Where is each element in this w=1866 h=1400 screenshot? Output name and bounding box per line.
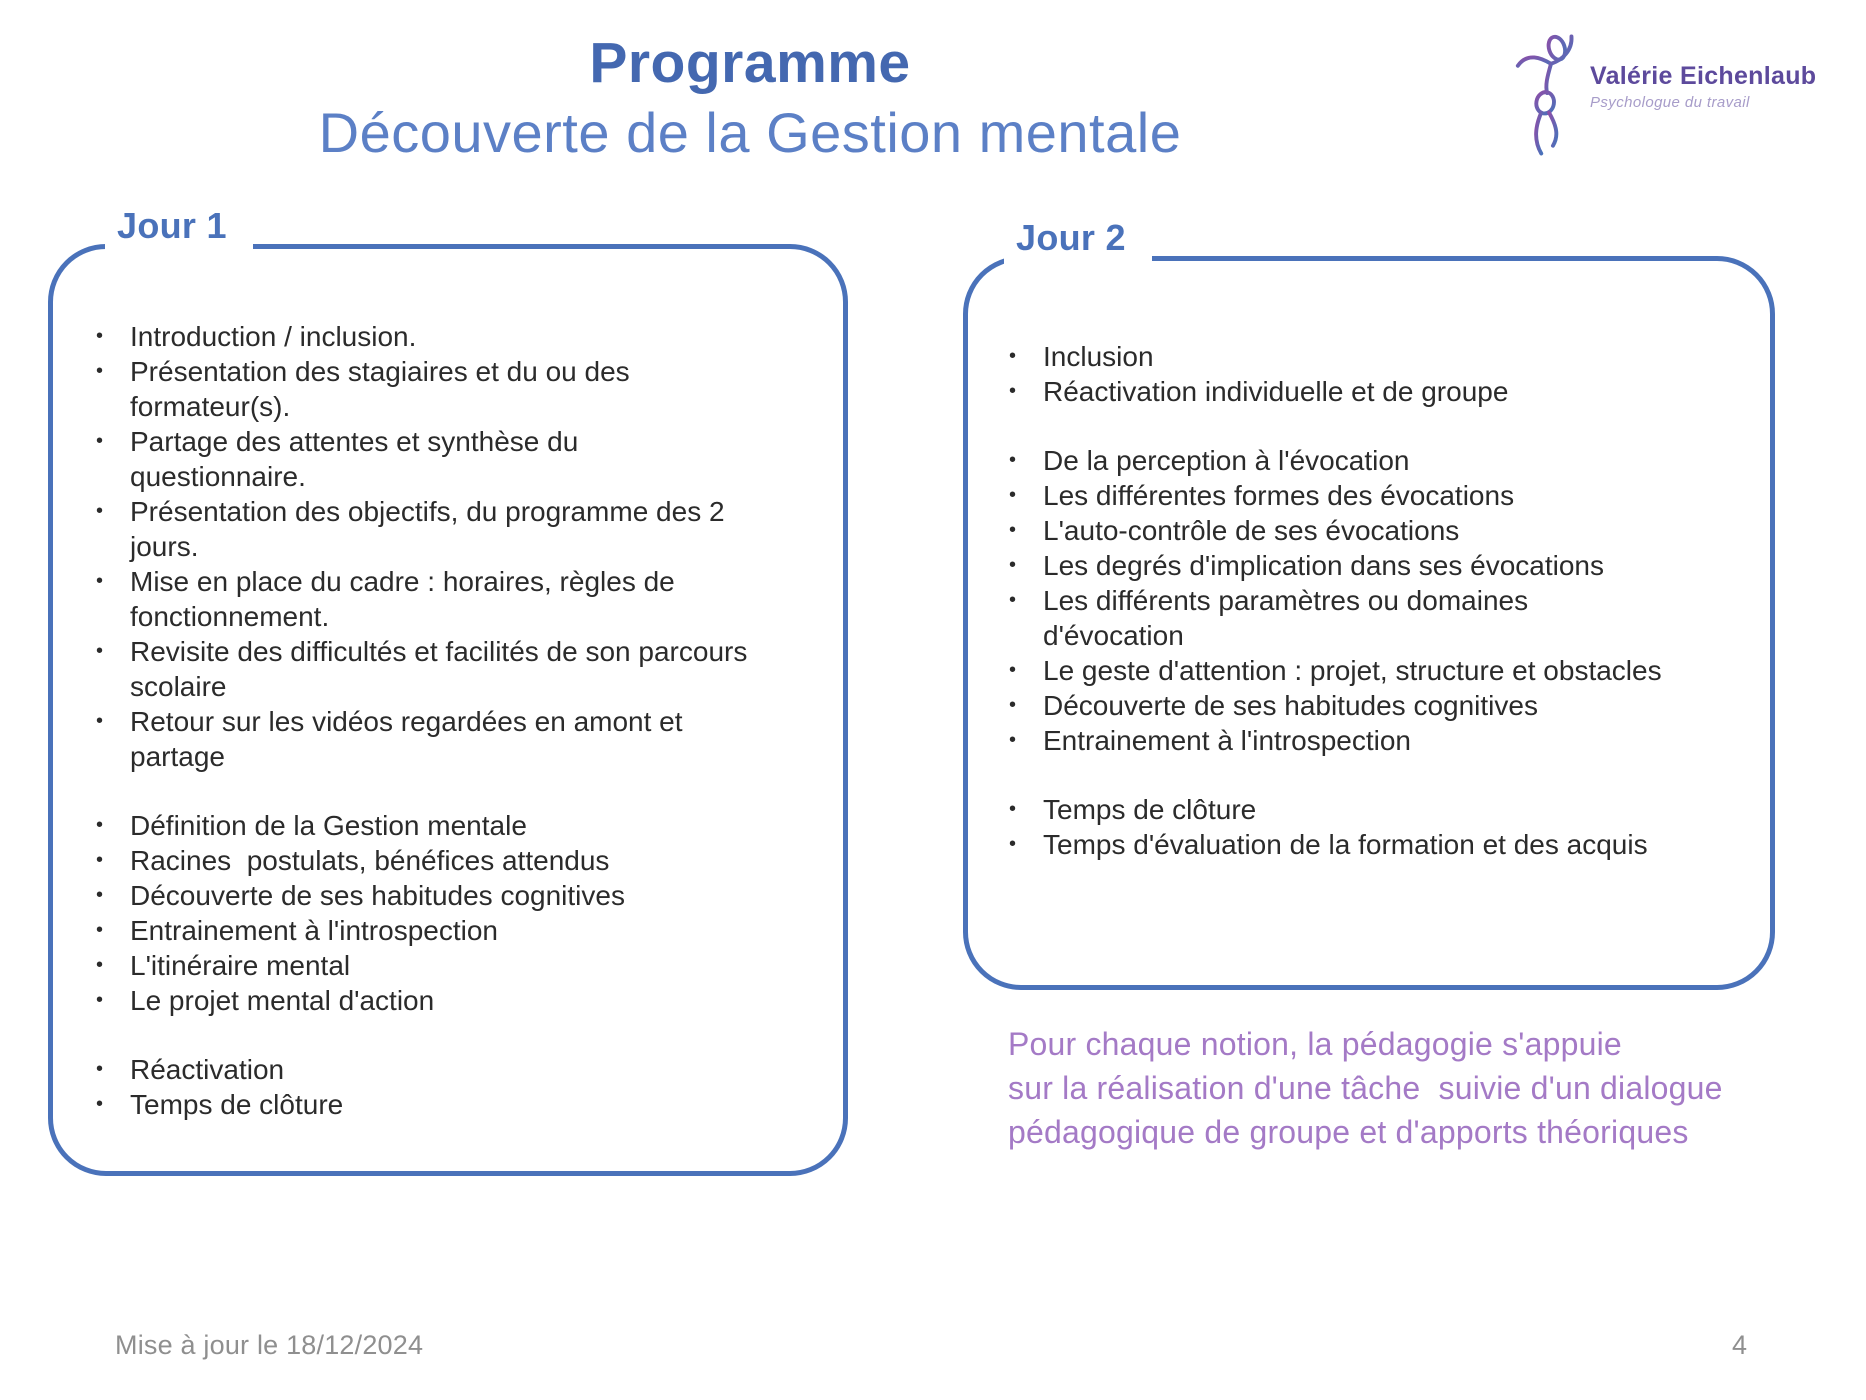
list-item-text: Le projet mental d'action xyxy=(130,985,435,1016)
bullet-icon: • xyxy=(96,1093,104,1115)
bullet-icon: • xyxy=(1009,729,1017,751)
list-item xyxy=(92,913,748,948)
list-item xyxy=(1005,548,1664,583)
day2-list xyxy=(968,261,1770,985)
bullet-icon: • xyxy=(96,500,104,522)
list-item-text: Définition de la Gestion mentale xyxy=(130,810,527,841)
list-item-text: De la perception à l'évocation xyxy=(1043,445,1410,476)
list-item-text: Partage des attentes et synthèse du questionnaire. xyxy=(130,426,587,492)
bullet-icon: • xyxy=(1009,589,1017,611)
day2-label: Jour 2 xyxy=(1004,219,1152,269)
bullet-icon: • xyxy=(96,849,104,871)
logo-tagline: Psychologue du travail xyxy=(1590,94,1750,111)
list-item-text: L'itinéraire mental xyxy=(130,950,351,981)
list-item xyxy=(92,704,748,774)
list-item-text: Revisite des difficultés et facilités de son parcours scolaire xyxy=(130,636,756,702)
list-item xyxy=(1005,339,1664,374)
list-item xyxy=(92,843,748,878)
footer-page-number: 4 xyxy=(1732,1330,1748,1360)
list-item-text: Inclusion xyxy=(1043,341,1154,372)
list-item xyxy=(1005,723,1664,758)
logo-text xyxy=(1590,62,1816,111)
list-item xyxy=(92,424,748,494)
bullet-group xyxy=(92,1052,748,1122)
bullet-icon: • xyxy=(1009,694,1017,716)
list-item-text: L'auto-contrôle de ses évocations xyxy=(1043,515,1460,546)
logo-name: Valérie Eichenlaub xyxy=(1590,62,1817,90)
bullet-icon: • xyxy=(96,640,104,662)
list-item-text: Réactivation individuelle et de groupe xyxy=(1043,376,1509,407)
bullet-icon: • xyxy=(96,989,104,1011)
list-item xyxy=(92,948,748,983)
list-item-text: Présentation des objectifs, du programme des 2 jours. xyxy=(130,496,733,562)
list-item xyxy=(92,564,748,634)
list-item-text: Les degrés d'implication dans ses évocations xyxy=(1043,550,1604,581)
day1-label: Jour 1 xyxy=(105,207,253,257)
note-line: sur la réalisation d'une tâche suivie d'un dialogue xyxy=(1008,1070,1723,1106)
list-item xyxy=(92,319,748,354)
page-title: Programme xyxy=(589,31,911,95)
bullet-icon: • xyxy=(96,884,104,906)
list-item-text: Temps d'évaluation de la formation et des acquis xyxy=(1043,829,1648,860)
list-item-text: Les différents paramètres ou domaines d'évocation xyxy=(1043,585,1536,651)
list-item xyxy=(1005,374,1664,409)
list-item xyxy=(1005,583,1664,653)
list-item xyxy=(1005,688,1664,723)
pedagogy-note xyxy=(1008,1022,1798,1154)
bullet-icon: • xyxy=(1009,554,1017,576)
list-item-text: Présentation des stagiaires et du ou des formateur(s). xyxy=(130,356,638,422)
list-item xyxy=(92,1087,748,1122)
list-item-text: Temps de clôture xyxy=(1043,794,1257,825)
bullet-icon: • xyxy=(1009,449,1017,471)
bullet-group xyxy=(92,319,756,774)
bullet-icon: • xyxy=(1009,798,1017,820)
note-line: Pour chaque notion, la pédagogie s'appuie xyxy=(1008,1026,1622,1062)
list-item xyxy=(92,634,756,704)
day1-list xyxy=(53,249,843,1171)
list-item-text: Racines postulats, bénéfices attendus xyxy=(130,845,610,876)
bullet-icon: • xyxy=(96,325,104,347)
list-item-text: Temps de clôture xyxy=(130,1089,344,1120)
bullet-icon: • xyxy=(1009,519,1017,541)
bullet-icon: • xyxy=(1009,659,1017,681)
list-item-text: Réactivation xyxy=(130,1054,285,1085)
list-item xyxy=(1005,653,1664,688)
list-item-text: Découverte de ses habitudes cognitives xyxy=(1043,690,1538,721)
list-item-text: Les différentes formes des évocations xyxy=(1043,480,1515,511)
bullet-icon: • xyxy=(1009,833,1017,855)
list-item-text: Retour sur les vidéos regardées en amont et partage xyxy=(130,706,691,772)
bullet-icon: • xyxy=(96,1058,104,1080)
list-item-text: Mise en place du cadre : horaires, règles de fonctionnement. xyxy=(130,566,683,632)
day2-panel xyxy=(963,217,1775,990)
day1-panel xyxy=(48,205,848,1176)
list-item xyxy=(1005,513,1664,548)
list-item-text: Le geste d'attention : projet, structure et obstacles xyxy=(1043,655,1662,686)
bullet-icon: • xyxy=(1009,380,1017,402)
bullet-icon: • xyxy=(1009,345,1017,367)
list-item-text: Découverte de ses habitudes cognitives xyxy=(130,880,625,911)
list-item-text: Entrainement à l'introspection xyxy=(130,915,498,946)
list-item xyxy=(1005,478,1664,513)
list-item xyxy=(1005,827,1664,862)
bullet-group xyxy=(1005,339,1664,409)
bullet-icon: • xyxy=(96,954,104,976)
logo xyxy=(1512,30,1842,160)
bullet-group xyxy=(1005,792,1664,862)
header xyxy=(0,30,1500,165)
list-item xyxy=(1005,443,1664,478)
list-item xyxy=(92,878,748,913)
bullet-icon: • xyxy=(96,430,104,452)
bullet-group xyxy=(92,808,748,1018)
list-item xyxy=(92,494,748,564)
bullet-icon: • xyxy=(96,814,104,836)
footer-updated: Mise à jour le 18/12/2024 xyxy=(115,1330,424,1360)
list-item xyxy=(92,983,748,1018)
dancer-logo-icon xyxy=(1512,32,1590,158)
bullet-group xyxy=(1005,443,1664,758)
bullet-icon: • xyxy=(1009,484,1017,506)
page-subtitle: Découverte de la Gestion mentale xyxy=(318,101,1182,164)
bullet-icon: • xyxy=(96,919,104,941)
bullet-icon: • xyxy=(96,570,104,592)
bullet-icon: • xyxy=(96,710,104,732)
list-item xyxy=(92,808,748,843)
list-item-text: Introduction / inclusion. xyxy=(130,321,417,352)
note-line: pédagogique de groupe et d'apports théoriques xyxy=(1008,1114,1689,1150)
list-item xyxy=(92,354,748,424)
list-item xyxy=(1005,792,1664,827)
bullet-icon: • xyxy=(96,360,104,382)
list-item-text: Entrainement à l'introspection xyxy=(1043,725,1411,756)
list-item xyxy=(92,1052,748,1087)
